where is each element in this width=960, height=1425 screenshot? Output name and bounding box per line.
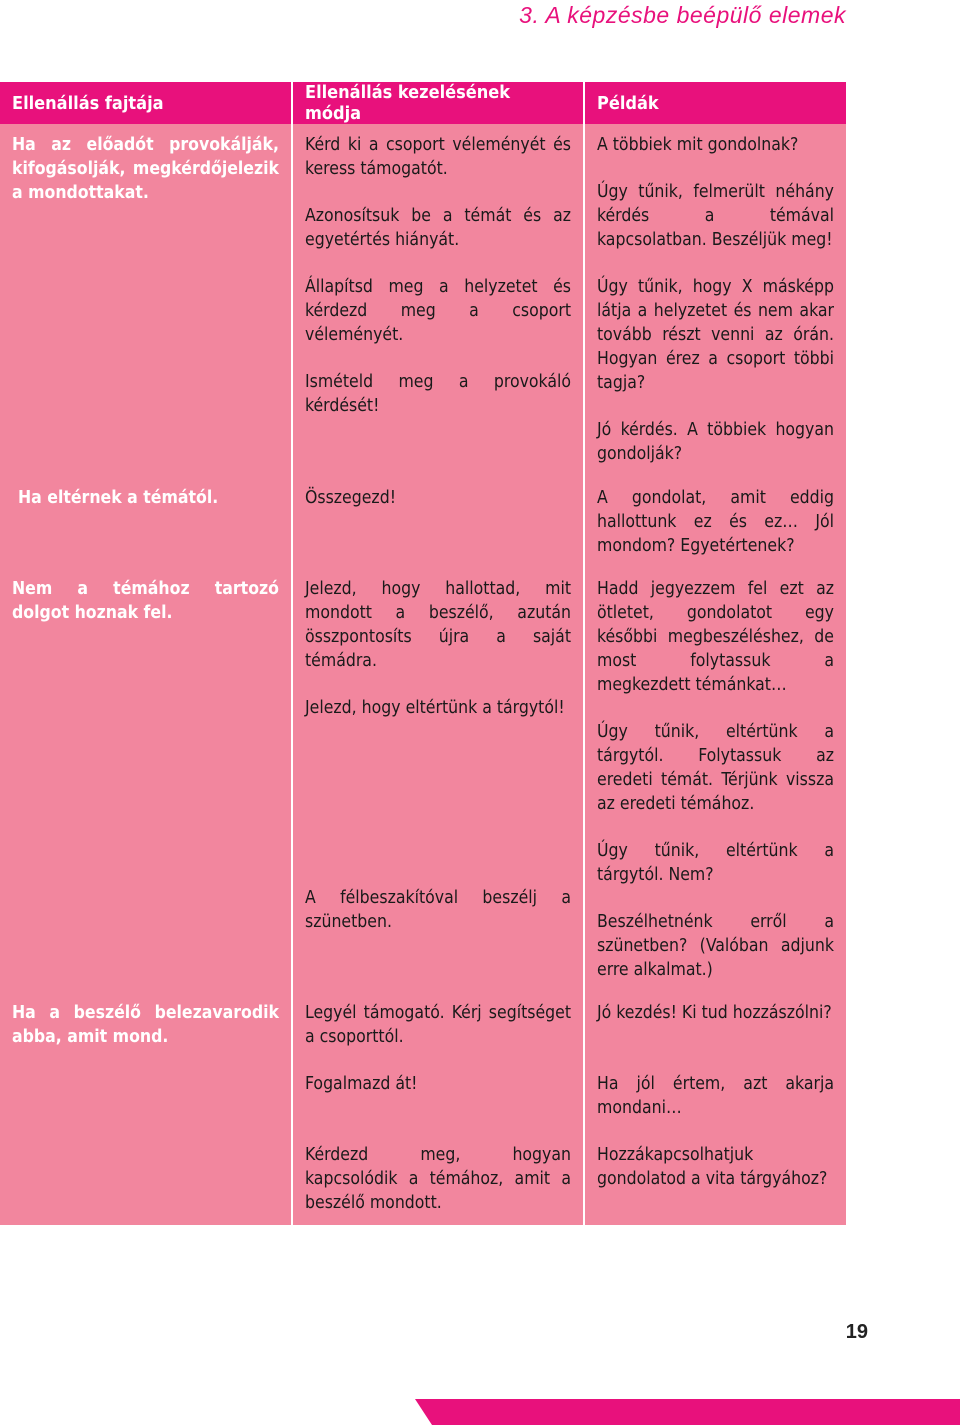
method-cell: [292, 992, 584, 1225]
column-header-type: Ellenállás fajtája: [0, 82, 292, 124]
example-text: Beszélhetnénk erről a szünetben? (Valóban adjunk erre alkalmat.): [597, 912, 834, 980]
example-text: A gondolat, amit eddig hallottunk ez és ez… Jól mondom? Egyetértenek?: [597, 488, 834, 556]
resistance-type-cell: [0, 124, 292, 477]
example-text: Úgy tűnik, hogy X másképp látja a helyzetet és nem akar tovább részt venni az órán. Hogyan érez a csoport többi tagja?: [597, 277, 834, 393]
column-header-method: Ellenállás kezelésének módja: [292, 82, 584, 124]
example-text: A többiek mit gondolnak?: [597, 135, 799, 155]
example-text: Hadd jegyezzem fel ezt az ötletet, gondolatot egy későbbi megbeszéléshez, de most folytassuk a megkezdett témánkat…: [597, 579, 834, 695]
table-row: [0, 568, 846, 992]
method-cell: [292, 477, 584, 569]
table-row: [0, 992, 846, 1225]
method-text: Kérdezd meg, hogyan kapcsolódik a témához, amit a beszélő mondott.: [305, 1145, 571, 1213]
example-text: Úgy tűnik, felmerült néhány kérdés a témával kapcsolatban. Beszéljük meg!: [597, 182, 834, 250]
method-text: Fogalmazd át!: [305, 1074, 418, 1094]
resistance-type-cell: [0, 568, 292, 992]
resistance-type: Ha eltérnek a témától.: [18, 488, 219, 508]
method-cell: [292, 124, 584, 477]
example-cell: [584, 992, 846, 1225]
resistance-type: Ha az előadót provokálják, kifogásolják, megkérdőjelezik a mondottakat.: [12, 135, 279, 203]
example-text: Jó kérdés. A többiek hogyan gondolják?: [597, 420, 834, 464]
method-text: Azonosítsuk be a témát és az egyetértés hiányát.: [305, 206, 571, 250]
method-text: A félbeszakítóval beszélj a szünetben.: [305, 888, 571, 932]
example-text: Ha jól értem, azt akarja mondani…: [597, 1074, 834, 1118]
footer-stripe: [0, 1399, 960, 1425]
method-cell: [292, 568, 584, 992]
method-text: Legyél támogató. Kérj segítséget a csoporttól.: [305, 1003, 571, 1047]
table-header-row: [0, 82, 846, 124]
example-text: Úgy tűnik, eltértünk a tárgytól. Folytassuk az eredeti témát. Térjünk vissza az eredeti témához.: [597, 722, 834, 814]
example-text: Hozzákapcsolhatjuk gondolatod a vita tárgyához?: [597, 1145, 828, 1189]
column-header-examples: Példák: [584, 82, 846, 124]
table-row: [0, 124, 846, 477]
resistance-type-cell: [0, 992, 292, 1225]
resistance-type-cell: [0, 477, 292, 569]
example-cell: [584, 568, 846, 992]
table-row: [0, 477, 846, 569]
method-text: Jelezd, hogy eltértünk a tárgytól!: [305, 698, 565, 718]
resistance-type: Nem a témához tartozó dolgot hoznak fel.: [12, 579, 279, 623]
resistance-table: [0, 82, 846, 1225]
resistance-type: Ha a beszélő belezavarodik abba, amit mond.: [12, 1003, 279, 1047]
method-text: Kérd ki a csoport véleményét és keress támogatót.: [305, 135, 571, 179]
chapter-title: 3. A képzésbe beépülő elemek: [519, 2, 846, 28]
method-text: Összegezd!: [305, 488, 397, 508]
method-text: Állapítsd meg a helyzetet és kérdezd meg a csoport véleményét.: [305, 277, 571, 345]
method-text: Jelezd, hogy hallottad, mit mondott a beszélő, azután összpontosíts újra a saját témádra.: [305, 579, 571, 671]
example-text: Jó kezdés! Ki tud hozzászólni?: [597, 1003, 832, 1023]
example-text: Úgy tűnik, eltértünk a tárgytól. Nem?: [597, 841, 834, 885]
example-cell: [584, 124, 846, 477]
page-number: 19: [845, 1321, 868, 1343]
method-text: Ismételd meg a provokáló kérdését!: [305, 372, 571, 416]
example-cell: [584, 477, 846, 569]
